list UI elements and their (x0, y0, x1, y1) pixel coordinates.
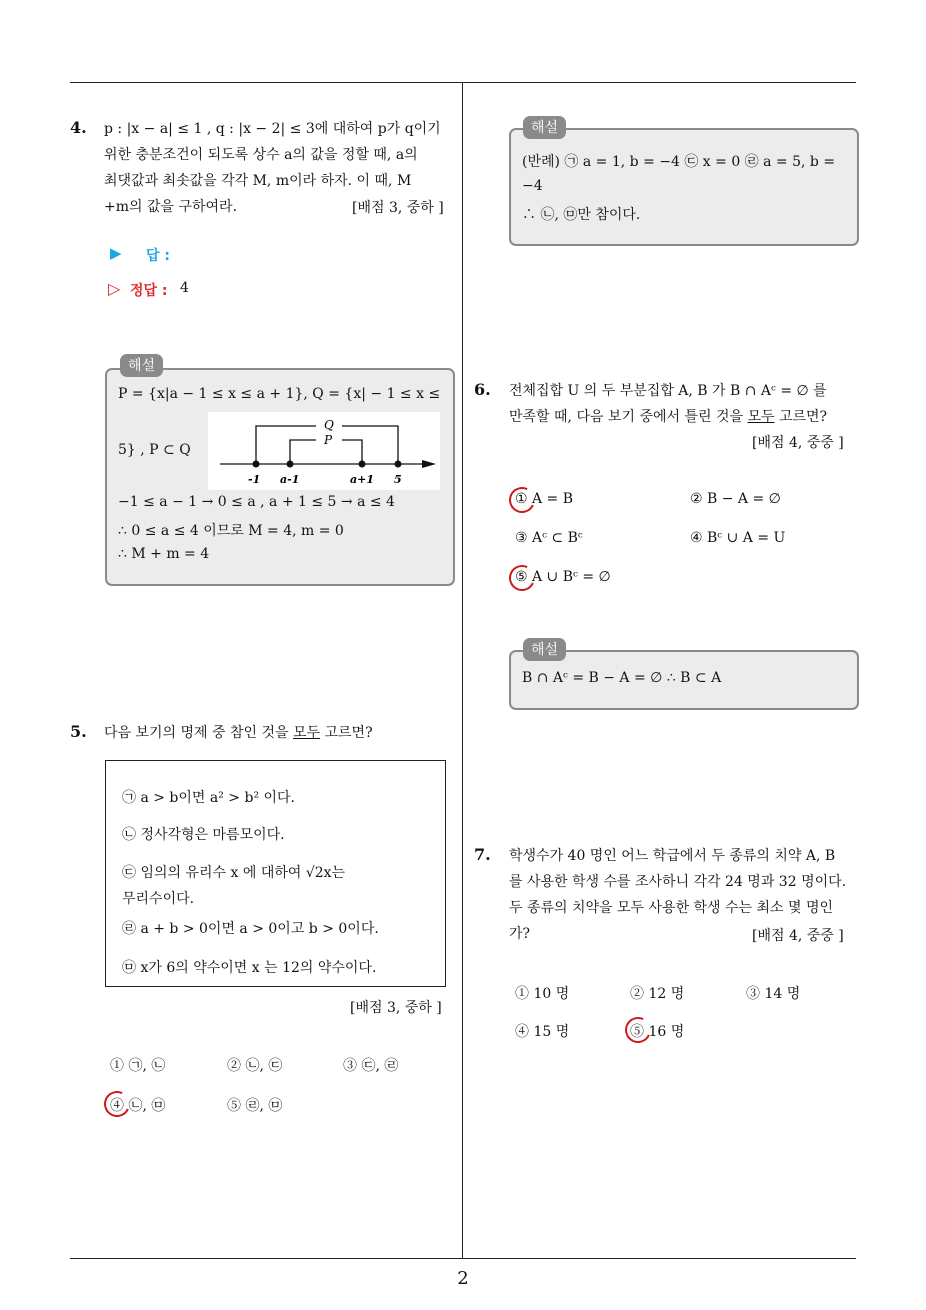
q5-item-3-cont: 무리수이다. (122, 891, 195, 907)
q5-explanation-tag: 해설 (523, 116, 566, 139)
q6-selected-mark-5-icon (505, 561, 538, 594)
q5-item-3: ㉢ 임의의 유리수 x 에 대하여 √2x는 (122, 865, 346, 881)
q6-explanation-tag: 해설 (523, 638, 566, 661)
q6-choice-2[interactable]: ② B − A = ∅ (690, 491, 781, 507)
q7-choice-4[interactable]: ④ 15 명 (515, 1024, 570, 1040)
q6-line-2: 만족할 때, 다음 보기 중에서 틀린 것을 모두 고르면? (509, 409, 828, 425)
q7-line-2: 를 사용한 학생 수를 조사하니 각각 24 명과 32 명이다. (509, 874, 847, 890)
q5-item-1: ㉠ a > b이면 a² > b² 이다. (122, 790, 295, 806)
q4-expl-line-4: ∴ 0 ≤ a ≤ 4 이므로 M = 4, m = 0 (118, 523, 344, 539)
q4-score-meta: [배점 3, 중하 ] (352, 200, 444, 216)
column-divider (462, 82, 463, 1258)
q5-expl-line-2: −4 (522, 178, 543, 194)
question-7-number: 7. (474, 845, 491, 864)
q5-choice-4[interactable]: ④ ㉡, ㉤ (110, 1098, 166, 1114)
correct-arrow-icon: ▷ (108, 279, 121, 298)
correct-answer-label: 정답 : (130, 283, 168, 299)
question-5-number: 5. (70, 722, 87, 741)
fig-tick-3: a+1 (350, 473, 374, 486)
question-5-text: 다음 보기의 명제 중 참인 것을 모두 고르면? (104, 725, 373, 741)
q5-expl-line-3: ∴ ㉡, ㉤만 참이다. (522, 207, 641, 223)
q7-choice-2[interactable]: ② 12 명 (630, 986, 685, 1002)
q7-choice-5[interactable]: ⑤ 16 명 (630, 1024, 685, 1040)
q5-choice-3[interactable]: ③ ㉢, ㉣ (343, 1058, 399, 1074)
q4-line-2: 위한 충분조건이 되도록 상수 a의 값을 정할 때, a의 (104, 147, 418, 163)
q7-line-1: 학생수가 40 명인 어느 학급에서 두 종류의 치약 A, B (509, 848, 836, 864)
q5-expl-line-1: (반례) ㉠ a = 1, b = −4 ㉢ x = 0 ㉣ a = 5, b = (522, 154, 836, 170)
question-6-number: 6. (474, 380, 491, 399)
fig-tick-4: 5 (394, 473, 402, 486)
q7-line-3: 두 종류의 치약을 모두 사용한 학생 수는 최소 몇 명인 (509, 900, 834, 916)
q4-line-3: 최댓값과 최솟값을 각각 M, m이라 하자. 이 때, M (104, 173, 412, 189)
correct-answer-value: 4 (180, 280, 189, 296)
top-rule (70, 82, 856, 83)
q4-expl-line-3: −1 ≤ a − 1 → 0 ≤ a , a + 1 ≤ 5 → a ≤ 4 (118, 494, 395, 510)
answer-label: 답 : (146, 248, 170, 264)
q4-expl-line-2: 5} , P ⊂ Q (118, 442, 191, 458)
q7-score-meta: [배점 4, 중중 ] (752, 928, 844, 944)
q4-explanation-tag: 해설 (120, 354, 163, 377)
fig-tick-1: -1 (248, 473, 261, 486)
number-line-figure (208, 412, 440, 490)
q5-explanation-box (509, 128, 859, 246)
q5-choice-1[interactable]: ① ㉠, ㉡ (110, 1058, 166, 1074)
q4-line-4: +m의 값을 구하여라. (104, 199, 238, 215)
q7-selected-mark-icon (621, 1013, 654, 1046)
q6-score-meta: [배점 4, 중중 ] (752, 435, 844, 451)
q6-expl-line: B ∩ Aᶜ = B − A = ∅ ∴ B ⊂ A (522, 670, 722, 686)
q5-choice-5[interactable]: ⑤ ㉣, ㉤ (227, 1098, 283, 1114)
answer-arrow-icon: ▶ (110, 244, 122, 262)
q7-choice-3[interactable]: ③ 14 명 (746, 986, 801, 1002)
q5-underlined: 모두 (293, 725, 321, 741)
q5-choice-2[interactable]: ② ㉡, ㉢ (227, 1058, 283, 1074)
q4-expl-line-1: P = {x|a − 1 ≤ x ≤ a + 1}, Q = {x| − 1 ≤ x ≤ (118, 386, 441, 402)
q5-selected-mark-icon (100, 1087, 133, 1120)
q6-choice-3[interactable]: ③ Aᶜ ⊂ Bᶜ (515, 530, 583, 546)
q4-expl-line-5: ∴ M + m = 4 (118, 546, 210, 562)
fig-label-q: Q (324, 418, 334, 432)
q5-item-5: ㉤ x가 6의 약수이면 x 는 12의 약수이다. (122, 960, 377, 976)
q5-item-2: ㉡ 정사각형은 마름모이다. (122, 827, 285, 843)
bottom-rule (70, 1258, 856, 1259)
q4-line-1: p : |x − a| ≤ 1 , q : |x − 2| ≤ 3에 대하여 p가 q이기 (104, 121, 441, 137)
q6-selected-mark-1-icon (505, 483, 538, 516)
q6-choice-4[interactable]: ④ Bᶜ ∪ A = U (690, 530, 786, 546)
q5-item-4: ㉣ a + b > 0이면 a > 0이고 b > 0이다. (122, 921, 379, 937)
fig-label-p: P (324, 433, 333, 447)
q6-line-1: 전체집합 U 의 두 부분집합 A, B 가 B ∩ Aᶜ = ∅ 를 (509, 383, 827, 399)
question-6-text (509, 378, 859, 430)
q5-score-meta: [배점 3, 중하 ] (350, 1000, 442, 1016)
fig-tick-2: a-1 (280, 473, 300, 486)
q6-choice-1[interactable]: ① A = B (515, 491, 574, 507)
number-line-svg (208, 412, 440, 490)
question-4-number: 4. (70, 118, 87, 137)
q7-line-4: 가? (509, 926, 531, 942)
q7-choice-1[interactable]: ① 10 명 (515, 986, 570, 1002)
q6-choice-5[interactable]: ⑤ A ∪ Bᶜ = ∅ (515, 569, 611, 585)
page-number: 2 (457, 1268, 469, 1289)
